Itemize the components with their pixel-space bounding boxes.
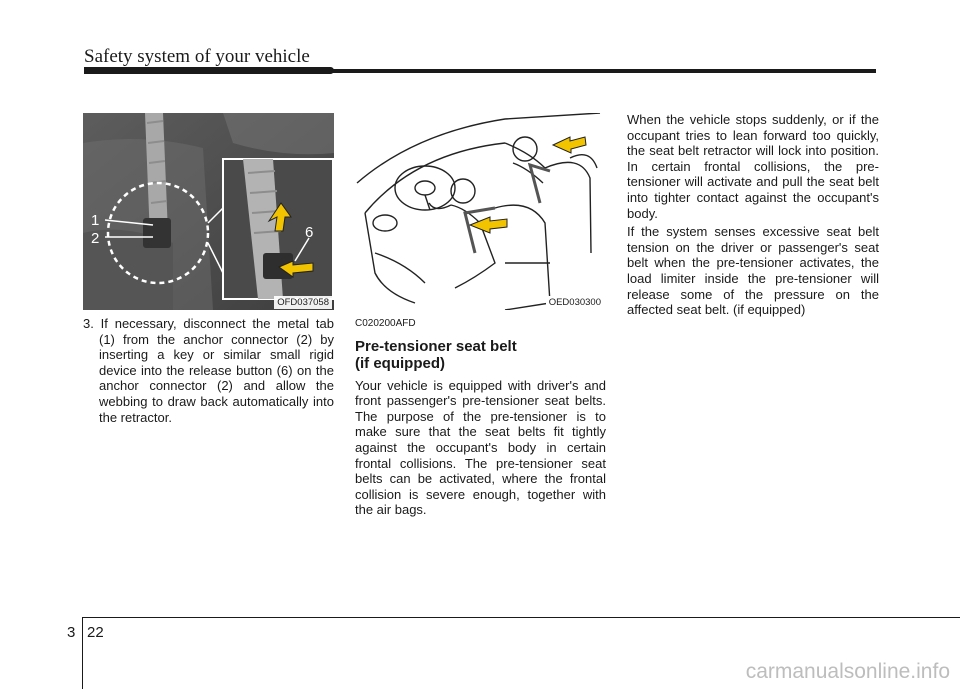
column-1 — [83, 316, 334, 425]
section-code: C020200AFD — [355, 318, 416, 329]
column-3 — [627, 112, 879, 321]
load-limiter-paragraph: If the system senses excessive seat belt tension on the driver or passenger's seat belt when the pre-tensioner activates, the load limiter inside the pre-tensioner will release some of the pressure on the affected seat belt. (if equipped) — [627, 224, 879, 318]
seat-belt-anchor-illustration — [83, 113, 334, 310]
heading-line-2: (if equipped) — [355, 354, 445, 372]
seat-belt-anchor-photo — [83, 113, 334, 310]
section-heading — [355, 338, 606, 372]
sudden-stop-paragraph: When the vehicle stops suddenly, or if the occupant tries to lean forward too quickly, the seat belt retractor will lock into position. In certain frontal collisions, the pre-tensioner will activate and pull the seat belt into tighter contact against the occupant's body. — [627, 112, 879, 221]
callout-1: 1 — [91, 212, 100, 229]
footer-rule-horizontal — [82, 617, 960, 618]
pretensioner-paragraph: Your vehicle is equipped with driver's and front passenger's pre-tensioner seat belts. The purpose of the pre-tensioner is to make sure that the seat belts fit tightly against the occupant's body in certain frontal collisions. The pre-tensioner seat belts can be activated, where the frontal collision is severe enough, together with the air bags. — [355, 377, 606, 518]
page-header-title: Safety system of your vehicle — [84, 46, 310, 67]
column-2 — [355, 316, 606, 521]
header-rule-accent — [84, 67, 334, 74]
occupants-lean-forward-illustration — [355, 113, 606, 310]
footer-rule-vertical — [82, 617, 83, 689]
figure-caption-1: OFD037058 — [274, 296, 332, 309]
callout-6: 6 — [305, 224, 314, 241]
chapter-number: 3 — [67, 624, 76, 641]
callout-2: 2 — [91, 230, 100, 247]
heading-line-1: Pre-tensioner seat belt — [355, 337, 517, 355]
page-number: 22 — [87, 624, 104, 641]
figure-caption-2: OED030300 — [546, 296, 604, 309]
watermark: carmanualsonline.info — [745, 660, 950, 683]
step-3-text: 3. If necessary, disconnect the metal tab (1) from the anchor connector (2) by inserting a key or similar small rigid device into the release button (6) on the anchor connector (2) and allow the webbing to draw back automatically into the retractor. — [83, 316, 334, 425]
pretensioner-illustration — [355, 113, 606, 310]
